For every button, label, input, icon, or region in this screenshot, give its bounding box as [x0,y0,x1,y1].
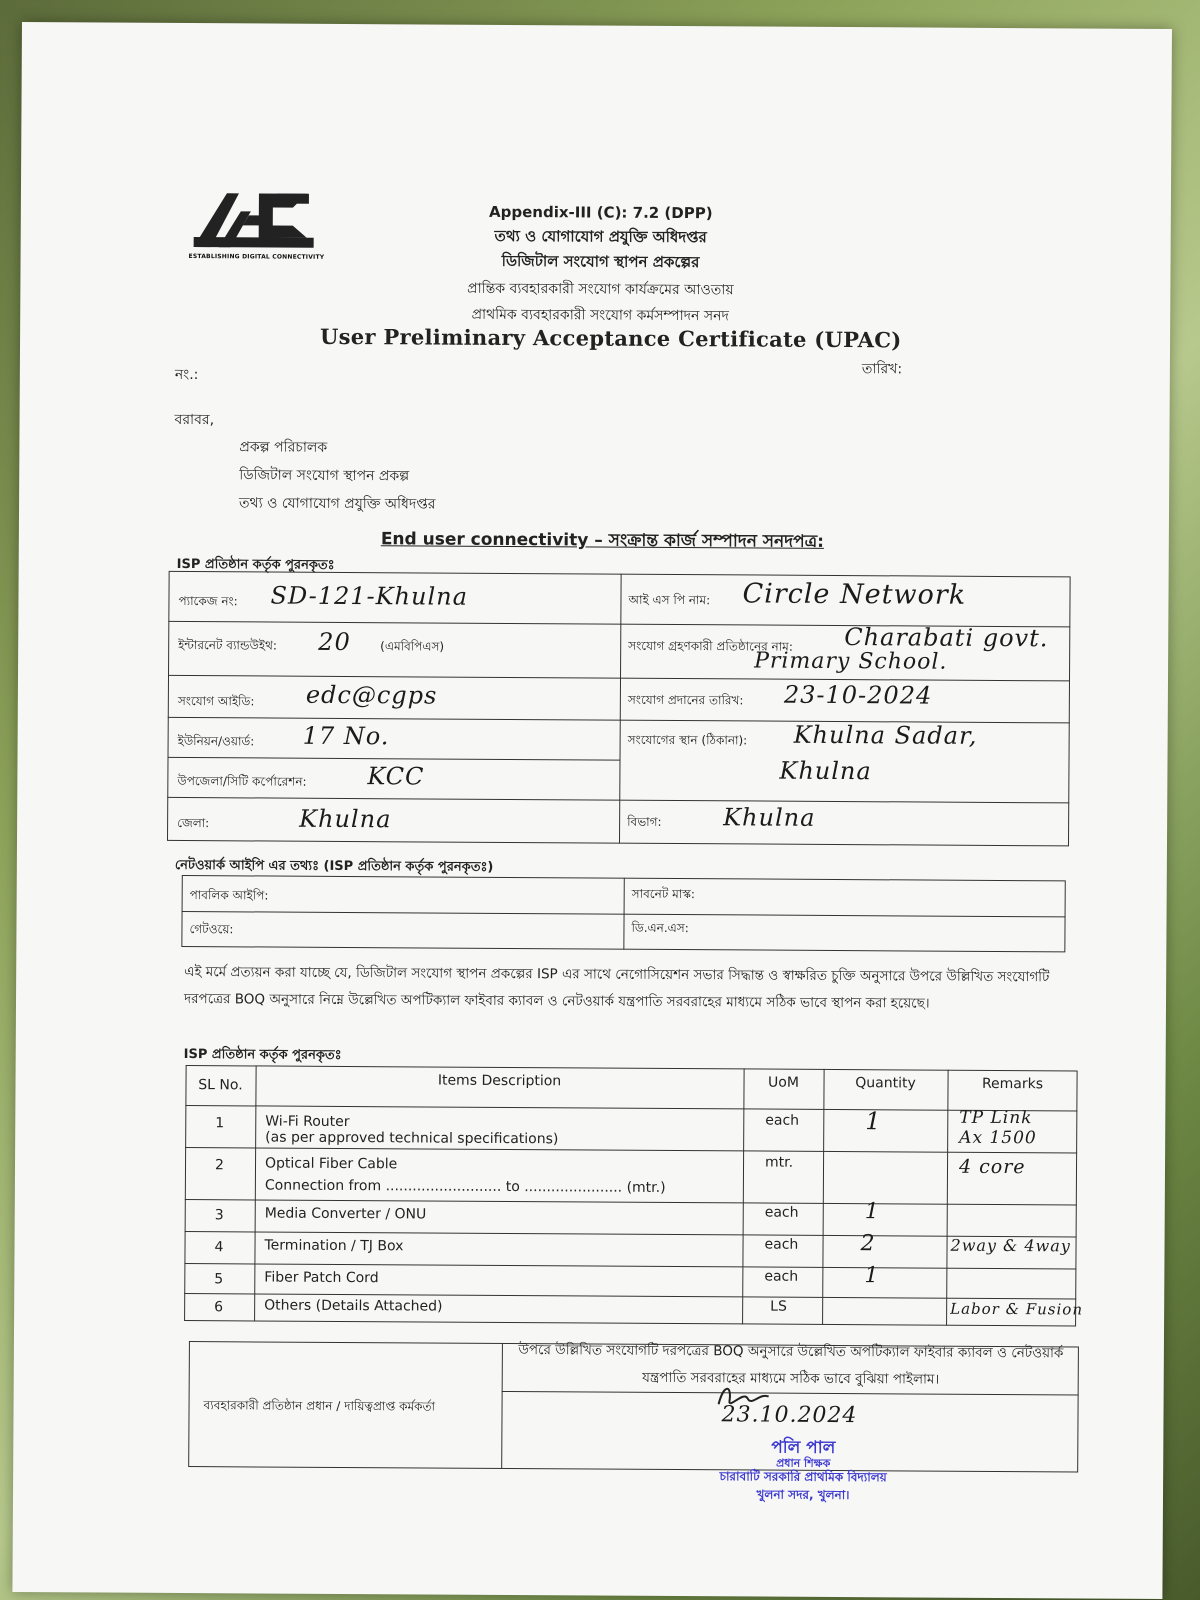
boq-row-4-qty: 2 [860,1231,876,1257]
boq-row-4-desc: Termination / TJ Box [264,1237,404,1255]
isp-name-label: আই এস পি নাম: [628,592,711,608]
boq-row-6-remarks: Labor & Fusion [950,1299,1084,1319]
upazila-value: KCC [367,762,425,791]
boq-row-1-desc: Wi-Fi Router [265,1113,350,1131]
boq-row-5-desc: Fiber Patch Cord [264,1269,379,1287]
boq-row-1-qty: 1 [865,1107,882,1136]
division-value: Khulna [723,803,816,832]
header-line-1: তথ্য ও যোগাযোগ প্রযুক্তি অধিদপ্তর [494,226,707,247]
addressee-line-1: প্রকল্প পরিচালক [239,439,328,456]
boq-row-2-desc: Optical Fiber Cable [264,1155,398,1173]
isp-section-label: ISP প্রতিষ্ঠান কর্তৃক পুরনকৃতঃ [176,556,335,573]
col-header-description: Items Description [437,1072,562,1090]
boq-row-1-desc-sub: (as per approved technical specifications) [265,1129,559,1148]
network-heading: নেটওয়ার্ক আইপি এর তথ্যঃ (ISP প্রতিষ্ঠান কর্তৃক পুরনকৃতঃ) [174,857,494,875]
bandwidth-value: 20 [318,627,351,657]
boq-row-3-uom: each [764,1204,799,1221]
isp-name-value: Circle Network [742,578,967,611]
district-value: Khulna [299,804,392,834]
boq-row-6-sl: 6 [214,1299,224,1316]
division-label: বিভাগ: [627,814,662,829]
dns-label: ডি.এন.এস: [631,920,689,936]
connection-date-value: 23-10-2024 [783,680,933,710]
boq-row-1-sl: 1 [215,1115,225,1132]
boq-row-4-sl: 4 [214,1239,224,1256]
acceptance-statement: উপরে উল্লিখিত সংযোগটি দরপত্রের BOQ অনুসারে উল্লেখিত অপটিক্যাল ফাইবার ক্যাবল ও নেটওয়ার্ক যন্ত্রপাতি সরবরাহের মাধ্যমে সঠিক ভাবে বুঝিয়া পাইলাম। [518,1342,1064,1388]
boq-row-6-uom: LS [770,1298,787,1315]
boq-section-label: ISP প্রতিষ্ঠান কর্তৃক পুরনকৃতঃ [183,1047,342,1063]
boq-row-6-desc: Others (Details Attached) [264,1297,443,1315]
addressee-line-3: তথ্য ও যোগাযোগ প্রযুক্তি অধিদপ্তর [239,495,436,513]
no-label: নং.: [174,366,199,384]
connection-date-label: সংযোগ প্রদানের তারিখ: [627,692,744,708]
signature-mark [714,1382,774,1412]
date-label: তারিখ: [861,361,903,378]
recipient-value-1: Charabati govt. [844,623,1049,653]
stamp-address: খুলনা সদর, খুলনা। [756,1487,850,1503]
boq-row-3-sl: 3 [214,1207,224,1224]
recipient-value-2: Primary School. [754,648,948,675]
acceptance-officer-label: ব্যবহারকারী প্রতিষ্ঠান প্রধান / দায়িত্বপ্রাপ্ত কর্মকর্তা [203,1398,436,1414]
district-label: জেলা: [177,815,210,831]
edc-logo [188,185,325,266]
recipient-label: সংযোগ গ্রহণকারী প্রতিষ্ঠানের নাম: [628,638,793,654]
address-label: সংযোগের স্থান (ঠিকানা): [627,732,748,748]
boq-row-2-remarks: 4 core [958,1155,1026,1179]
boq-row-5-qty: 1 [864,1263,880,1289]
boq-row-1-uom: each [765,1112,800,1129]
boq-row-3-qty: 1 [864,1199,880,1225]
address-value-2: Khulna [779,756,872,786]
document-page [12,22,1172,1599]
boq-row-1-remarks: TP Link [959,1107,1033,1129]
document-title: User Preliminary Acceptance Certificate (UPAC) [320,323,902,353]
boq-row-5-sl: 5 [214,1271,224,1288]
union-label: ইউনিয়ন/ওয়ার্ড: [177,733,255,749]
boq-row-1-remarks-2: Ax 1500 [959,1127,1037,1149]
boq-row-5-uom: each [764,1268,799,1285]
boq-row-4-uom: each [764,1236,799,1253]
boq-row-2-uom: mtr. [764,1154,794,1171]
header-line-2: ডিজিটাল সংযোগ স্থাপন প্রকল্পের [501,251,700,272]
header-line-4: প্রাথমিক ব্যবহারকারী সংযোগ কর্মসম্পাদন সনদ [471,306,729,325]
appendix-ref: Appendix-III (C): 7.2 (DPP) [488,202,713,223]
stamp-title: প্রধান শিক্ষক [776,1456,831,1470]
col-header-quantity: Quantity [855,1075,916,1092]
connection-id-value: edc@cgps [305,680,438,710]
upazila-label: উপজেলা/সিটি কর্পোরেশন: [177,773,307,789]
public-ip-label: পাবলিক আইপি: [189,888,269,903]
address-value-1: Khulna Sadar, [793,720,978,750]
certification-text: এই মর্মে প্রত্যয়ন করা যাচ্ছে যে, ডিজিটাল সংযোগ স্থাপন প্রকল্পের ISP এর সাথে নেগোসিয়েশন সভার সিদ্ধান্ত ও স্বাক্ষরিত চুক্তি অনুসারে উপরে উল্লিখিত সংযোগটি দরপত্রের BOQ অনুসারে নিম্নে উল্লেখিত অপটিক্যাল ফাইবার ক্যাবল ও নেটওয়ার্ক যন্ত্রপাতি সরবরাহের মাধ্যমে সঠিক ভাবে স্থাপন করা হয়েছে। [183,964,1050,1012]
col-header-remarks: Remarks [981,1075,1044,1093]
boq-row-2-desc-sub: Connection from .......................... to ...................... (mtr.) [264,1177,666,1196]
col-header-uom: UoM [768,1074,800,1091]
bandwidth-label: ইন্টারনেট ব্যান্ডউইথ: [178,637,277,653]
bandwidth-unit: (এমবিপিএস) [380,639,445,654]
boq-row-4-remarks: 2way & 4way [950,1235,1071,1256]
package-value: SD-121-Khulna [270,581,469,611]
connection-id-label: সংযোগ আইডি: [177,693,255,709]
stamp-name: পলি পাল [771,1437,836,1458]
boq-row-2-sl: 2 [214,1157,224,1174]
boq-row-3-desc: Media Converter / ONU [264,1205,427,1223]
signature-date: 23.10.2024 [721,1402,858,1429]
logo-caption: ESTABLISHING DIGITAL CONNECTIVITY [188,253,325,261]
subnet-label: সাবনেট মাস্ক: [631,886,695,902]
package-label: প্যাকেজ নং: [178,593,238,609]
union-value: 17 No. [302,721,390,751]
stamp-school: চারাবাটি সরকারি প্রাথমিক বিদ্যালয় [719,1469,887,1485]
subject-line: End user connectivity – সংক্রান্ত কার্জ সম্পাদন সনদপত্র: [380,529,825,552]
addressee-to: বরাবর, [174,411,215,429]
gateway-label: গেটওয়ে: [189,922,234,937]
header-line-3: প্রান্তিক ব্যবহারকারী সংযোগ কার্যক্রমের আওতায় [467,280,734,299]
col-header-sl: SL No. [198,1077,243,1094]
addressee-line-2: ডিজিটাল সংযোগ স্থাপন প্রকল্প [239,467,410,485]
